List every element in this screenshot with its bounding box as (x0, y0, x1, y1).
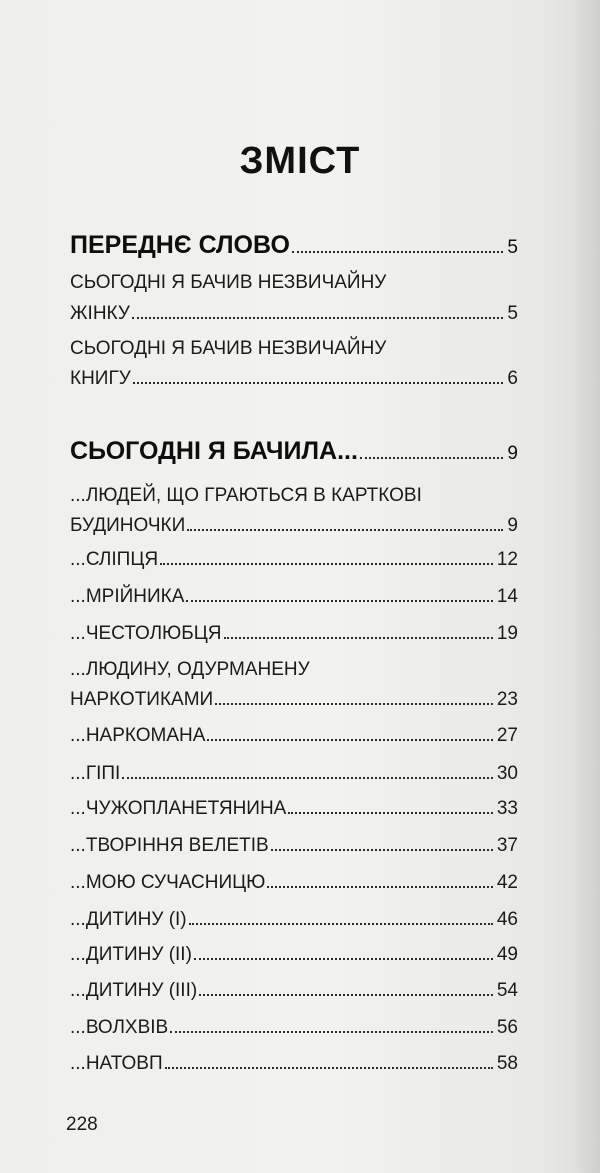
toc-entry-page: 5 (507, 237, 518, 258)
toc-entry-label: ...ЧУЖОПЛАНЕТЯНИНА (70, 798, 287, 819)
toc-entry (70, 367, 518, 391)
toc-entry (70, 797, 518, 821)
toc-entry-page: 49 (496, 944, 518, 965)
toc-entry-label: ...ДИТИНУ (ІІ) (70, 944, 192, 965)
toc-entry-page: 58 (496, 1053, 518, 1074)
toc-entry-page: 9 (507, 443, 518, 464)
dot-leader (215, 703, 493, 705)
toc-entry-label: ...СЛІПЦЯ (70, 549, 159, 570)
toc-entry (70, 302, 518, 326)
toc-entry-foreword (70, 230, 518, 263)
toc-entry-label: ...ТВОРІННЯ ВЕЛЕТІВ (70, 835, 269, 856)
toc-entry-line1: СЬОГОДНІ Я БАЧИВ НЕЗВИЧАЙНУ (70, 338, 387, 359)
toc-entry-page: 33 (496, 798, 518, 819)
toc-entry-line1: ...ЛЮДЕЙ, ЩО ГРАЮТЬСЯ В КАРТКОВІ (70, 485, 422, 506)
toc-entry-label: ...ДИТИНУ (ІІІ) (70, 980, 198, 1001)
dot-leader (288, 812, 493, 814)
page-title: ЗМІСТ (239, 140, 361, 182)
toc-entry (70, 622, 518, 646)
toc-entry-page: 5 (507, 303, 518, 324)
dot-leader (160, 563, 493, 565)
dot-leader (267, 886, 493, 888)
toc-entry-label: КНИГУ (70, 368, 131, 389)
toc-entry-label: НАРКОТИКАМИ (70, 689, 214, 710)
toc-entry-label: ...НАТОВП (70, 1053, 163, 1074)
dot-leader (194, 958, 493, 960)
page-number: 228 (66, 1114, 98, 1135)
toc-entry (70, 871, 518, 895)
dot-leader (186, 600, 492, 602)
toc-entry (70, 908, 518, 932)
toc-entry (70, 943, 518, 967)
dot-leader (292, 251, 504, 253)
toc-entry-label: ...МОЮ СУЧАСНИЦЮ (70, 872, 266, 893)
toc-entry (70, 688, 518, 712)
dot-leader (189, 923, 493, 925)
toc-entry-label: ЖІНКУ (70, 303, 130, 324)
dot-leader (224, 637, 493, 639)
toc-entry-label: ...ДИТИНУ (І) (70, 909, 187, 930)
dot-leader (187, 529, 503, 531)
toc-entry (70, 1016, 518, 1040)
toc-entry (70, 724, 518, 748)
dot-leader (165, 1067, 493, 1069)
dot-leader (170, 1031, 493, 1033)
toc-entry-label: ...ГІПІ (70, 763, 121, 784)
toc-entry-page: 46 (496, 909, 518, 930)
toc-entry (70, 548, 518, 572)
toc-entry-label: ...ВОЛХВІВ (70, 1017, 169, 1038)
dot-leader (199, 994, 493, 996)
toc-entry-label: ...ЧЕСТОЛЮБЦЯ (70, 623, 222, 644)
dot-leader (271, 849, 493, 851)
toc-entry-label: СЬОГОДНІ Я БАЧИЛА... (70, 437, 358, 465)
toc-entry-section (70, 436, 518, 469)
toc-entry-page: 56 (496, 1017, 518, 1038)
dot-leader (133, 382, 504, 384)
toc-entry-label: БУДИНОЧКИ (70, 515, 186, 536)
toc-entry-page: 19 (496, 623, 518, 644)
toc-entry-page: 12 (496, 549, 518, 570)
toc-entry-page: 54 (496, 980, 518, 1001)
toc-entry-line1: СЬОГОДНІ Я БАЧИВ НЕЗВИЧАЙНУ (70, 272, 387, 293)
toc-entry-label: ...МРІЙНИКА (70, 586, 185, 607)
toc-entry-page: 37 (496, 835, 518, 856)
toc-entry (70, 979, 518, 1003)
toc-entry (70, 1052, 518, 1076)
toc-entry-label: ПЕРЕДНЄ СЛОВО (70, 231, 290, 259)
toc-entry (70, 514, 518, 538)
toc-entry-page: 42 (496, 872, 518, 893)
toc-entry (70, 762, 518, 786)
dot-leader (122, 777, 493, 779)
toc-entry-line1: ...ЛЮДИНУ, ОДУРМАНЕНУ (70, 659, 310, 680)
toc-entry-page: 27 (496, 725, 518, 746)
toc-entry-page: 9 (507, 515, 518, 536)
toc-entry (70, 834, 518, 858)
toc-entry-page: 14 (496, 586, 518, 607)
toc-entry-page: 23 (496, 689, 518, 710)
toc-entry-label: ...НАРКОМАНА (70, 725, 206, 746)
dot-leader (360, 457, 504, 459)
dot-leader (207, 739, 492, 741)
toc-entry-page: 6 (507, 368, 518, 389)
toc-entry (70, 585, 518, 609)
dot-leader (132, 317, 504, 319)
toc-entry-page: 30 (496, 763, 518, 784)
